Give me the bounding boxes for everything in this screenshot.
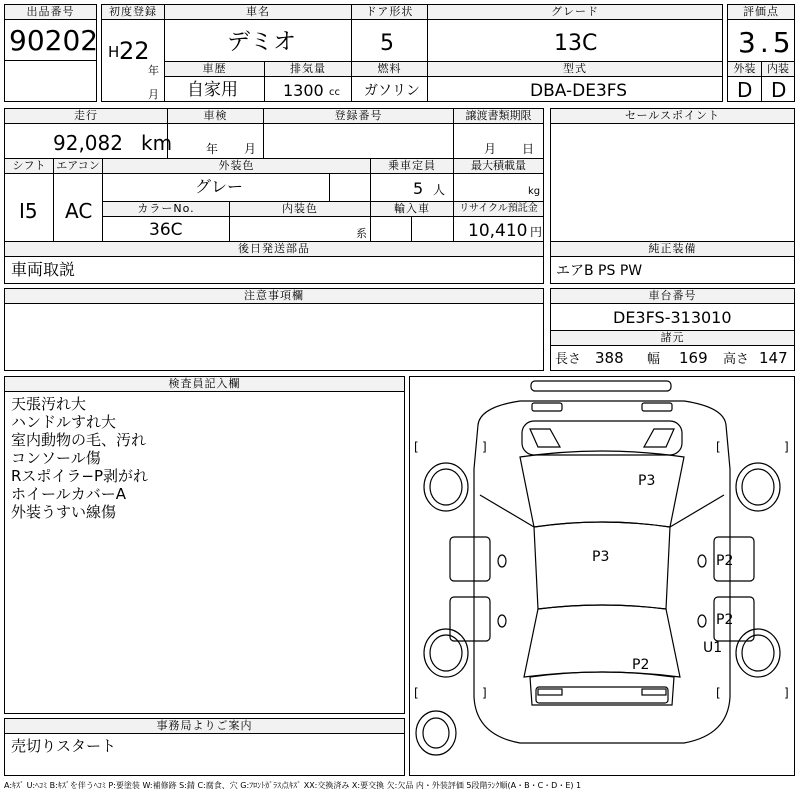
bracket: ] [784,440,789,454]
inspection-month-unit: 月 [244,142,257,156]
dims-label: 諸元 [550,330,795,346]
model-box [427,61,723,102]
max-load-label: 最大積載量 [453,158,544,174]
displacement: 1300 [283,81,324,100]
door-box [351,4,428,62]
door-label: ドア形状 [351,4,428,20]
bracket: ] [482,440,487,454]
int-color-box [229,201,371,242]
sales-point-box [550,108,795,242]
int-grade: D [771,78,787,102]
chassis-box [550,288,795,331]
capacity: 5 [413,179,424,198]
recycle-box [453,201,544,242]
int-color-label: 内装色 [229,201,371,217]
shift: I5 [19,199,38,223]
sales-point-label: セールスポイント [550,108,795,124]
doors: 5 [380,31,394,56]
model: DBA-DE3FS [530,81,628,101]
damage-diagram [409,376,795,776]
ext-grade-box [727,61,762,102]
notes-box [4,288,544,371]
ext-color-box [102,158,371,202]
inspector-line: Rスポイラ−P剥がれ [11,467,149,485]
office-note: 売切りスタート [11,737,117,755]
width-label: 幅 [647,352,661,367]
bracket: [ [716,686,721,700]
history: 自家用 [187,80,238,100]
lot-blank-box [4,60,97,102]
score: 3.5 [738,26,795,59]
transfer-box [453,108,544,159]
ac-label: エアコン [53,158,103,174]
score-label: 評価点 [727,4,795,20]
length-label: 長さ [555,352,582,367]
model-label: 型式 [427,61,723,77]
ext-color-label: 外装色 [102,158,371,174]
office-box [4,718,405,776]
bracket: [ [414,686,419,700]
height: 147 [759,349,788,367]
inspector-line: 室内動物の毛、汚れ [11,431,147,449]
cc-unit: cc [329,87,340,98]
first-registration-label: 初度登録 [101,4,165,20]
grade-label: グレード [427,4,723,20]
car-name-label: 車名 [164,4,352,20]
history-box [164,61,265,102]
car-name: デミオ [227,29,296,55]
ac: AC [65,199,93,223]
ac-box [53,158,103,242]
inspector-label: 検査員記入欄 [4,376,405,392]
bracket: ] [482,686,487,700]
fuel-label: 燃料 [351,61,428,77]
import-label: 輸入車 [370,201,454,217]
inspector-line: 天張汚れ大 [11,395,87,413]
equipment-box [550,241,795,284]
length: 388 [595,349,624,367]
displacement-label: 排気量 [264,61,352,77]
score-box [727,4,795,62]
year-unit: 年 [148,64,159,77]
person-unit: 人 [433,183,446,197]
ext-color-divider [329,173,330,202]
mileage-box [4,108,173,159]
reg-number-box [263,108,454,159]
mileage: 92,082 [53,131,123,155]
int-grade-label: 内装 [761,61,795,77]
kg-unit: kg [528,186,541,197]
inspector-line: ホイールカバーA [11,485,126,503]
month-unit: 月 [148,88,159,101]
inspector-box [4,376,405,714]
bracket: ] [784,686,789,700]
recycle: 10,410 [468,221,528,241]
height-label: 高さ [723,352,750,367]
color-no-label: カラーNo. [102,201,230,217]
era: H [108,43,120,61]
import-divider [411,216,412,242]
color-no: 36C [149,220,183,240]
km-unit: km [141,131,173,155]
parts: 車両取説 [11,260,76,279]
int-grade-box [761,61,795,102]
lot-number-label: 出品番号 [4,4,97,20]
width: 169 [679,349,708,367]
car-diagram-svg [410,377,794,775]
recycle-label: リサイクル預託金 [453,201,544,217]
equipment: エアB PS PW [556,263,643,279]
grade-box [427,4,723,62]
ext-color: グレー [195,177,244,196]
capacity-label: 乗車定員 [370,158,454,174]
first-registration-box [101,4,165,102]
transfer-day-unit: 日 [522,142,535,156]
fuel-box [351,61,428,102]
chassis-label: 車台番号 [550,288,795,304]
reg-number-label: 登録番号 [263,108,454,124]
inspector-line: ハンドルすれ大 [11,413,117,431]
notes-label: 注意事項欄 [4,288,544,304]
bracket: [ [414,440,419,454]
color-no-box [102,201,230,242]
office-label: 事務局よりご案内 [4,718,405,734]
damage-mark: P2 [716,612,734,628]
damage-mark: P3 [638,473,656,489]
kei-unit: 系 [356,227,367,240]
inspector-line: コンソール傷 [11,449,101,467]
inspection-year-unit: 年 [206,142,219,156]
parts-label: 後日発送部品 [4,241,544,257]
chassis-number: DE3FS-313010 [613,308,732,327]
fuel: ガソリン [364,83,420,99]
capacity-box [370,158,454,202]
transfer-month-unit: 月 [484,142,497,156]
inspector-line: 外装うすい線傷 [11,503,117,521]
equipment-label: 純正装備 [550,241,795,257]
ext-grade-label: 外装 [727,61,762,77]
dims-box [550,330,795,371]
lot-number: 90202 [9,24,99,57]
mileage-label: 走行 [4,108,168,124]
lot-number-box [4,4,97,61]
shift-box [4,158,54,242]
import-box [370,201,454,242]
max-load-box [453,158,544,202]
displacement-box [264,61,352,102]
inspection-box [167,108,264,159]
transfer-label: 譲渡書類期限 [453,108,544,124]
damage-mark: P2 [716,553,734,569]
ext-grade: D [737,78,753,102]
yen-unit: 円 [530,225,543,239]
registration-year: 22 [119,37,150,65]
parts-box [4,241,544,284]
history-label: 車歴 [164,61,265,77]
bracket: [ [716,440,721,454]
damage-mark: U1 [703,640,723,656]
legend: A:ｷｽﾞ U:ﾍｺﾐ B:ｷｽﾞを伴うﾍｺﾐ P:要塗装 W:補修跡 S:錆 C:腐食、穴 G:ﾌﾛﾝﾄｶﾞﾗｽ点ｷｽﾞ XX:交換済み X:要交換 欠:欠品 内・外装評価 5段階ﾗﾝｸ順(A・B・C・D・E) 1 [4,781,582,790]
inspection-label: 車検 [167,108,264,124]
damage-mark: P3 [592,549,610,565]
car-name-box [164,4,352,62]
shift-label: シフト [4,158,54,174]
damage-mark: P2 [632,657,650,673]
grade: 13C [554,31,598,56]
